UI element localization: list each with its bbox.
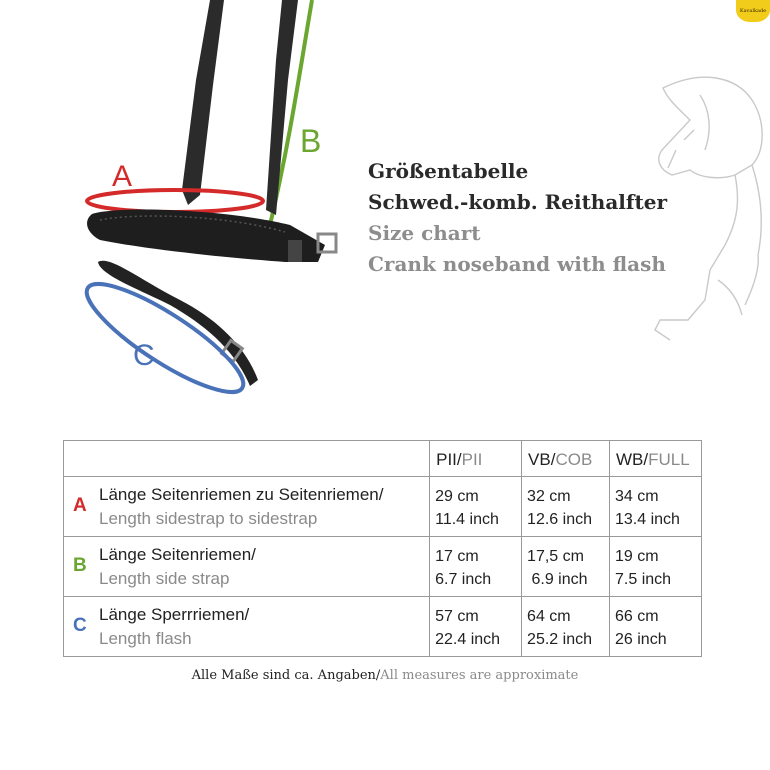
- marker-letter-a: A: [112, 160, 133, 193]
- row-b-label-en: Length side strap: [99, 569, 230, 588]
- footnote-en: All measures are approximate: [380, 668, 579, 683]
- table-row-a: [64, 477, 702, 537]
- row-c-value-cob: 64 cm 25.2 inch: [522, 597, 610, 657]
- header-full-en: FULL: [648, 450, 690, 469]
- row-c-label-de: Länge Sperrriemen/: [99, 605, 250, 624]
- title-english-line-2: Crank noseband with flash: [368, 252, 666, 276]
- brand-logo: [736, 0, 770, 22]
- header-empty-cell: [64, 441, 430, 477]
- header-cob-de: VB/: [528, 450, 556, 469]
- row-c-label-en: Length flash: [99, 629, 192, 648]
- row-b-label-de: Länge Seitenriemen/: [99, 545, 256, 564]
- row-a-label-en: Length sidestrap to sidestrap: [99, 509, 318, 528]
- header-pony: [430, 441, 522, 477]
- marker-ellipse-a: [87, 190, 263, 212]
- title-german-line-1: Größentabelle: [368, 159, 529, 183]
- row-c-description: [64, 597, 430, 657]
- row-b-letter: B: [73, 555, 87, 576]
- header-full: [610, 441, 702, 477]
- header-full-de: WB/: [616, 450, 649, 469]
- row-b-value-full: 19 cm 7.5 inch: [610, 537, 702, 597]
- row-a-value-full: 34 cm 13.4 inch: [610, 477, 702, 537]
- row-b-value-cob: 17,5 cm 6.9 inch: [522, 537, 610, 597]
- row-b-value-pony: 17 cm 6.7 inch: [430, 537, 522, 597]
- row-b-description: [64, 537, 430, 597]
- marker-letter-b: B: [300, 123, 322, 159]
- title-block: [368, 156, 667, 280]
- header-cob: [522, 441, 610, 477]
- horse-sketch: [655, 77, 762, 340]
- row-a-value-pony: 29 cm 11.4 inch: [430, 477, 522, 537]
- row-c-value-full: 66 cm 26 inch: [610, 597, 702, 657]
- table-row-c: [64, 597, 702, 657]
- header-pony-en: PII: [461, 450, 483, 469]
- title-english-line-1: Size chart: [368, 221, 481, 245]
- footnote: [0, 668, 770, 683]
- table-header-row: [64, 441, 702, 477]
- footnote-de: Alle Maße sind ca. Angaben/: [191, 668, 381, 683]
- header-pony-de: PII/: [436, 450, 462, 469]
- left-cheekpiece: [182, 0, 224, 205]
- table-row-b: [64, 537, 702, 597]
- row-a-description: [64, 477, 430, 537]
- row-a-letter: A: [73, 495, 87, 516]
- brand-logo-text: Kavalkade: [739, 8, 767, 14]
- title-german-line-2: Schwed.-komb. Reithalfter: [368, 190, 668, 214]
- row-c-value-pony: 57 cm 22.4 inch: [430, 597, 522, 657]
- size-table: [63, 440, 702, 657]
- row-a-value-cob: 32 cm 12.6 inch: [522, 477, 610, 537]
- row-a-label-de: Länge Seitenriemen zu Seitenriemen/: [99, 485, 384, 504]
- row-c-letter: C: [73, 615, 87, 636]
- header-cob-en: COB: [555, 450, 593, 469]
- marker-letter-c: C: [133, 339, 155, 372]
